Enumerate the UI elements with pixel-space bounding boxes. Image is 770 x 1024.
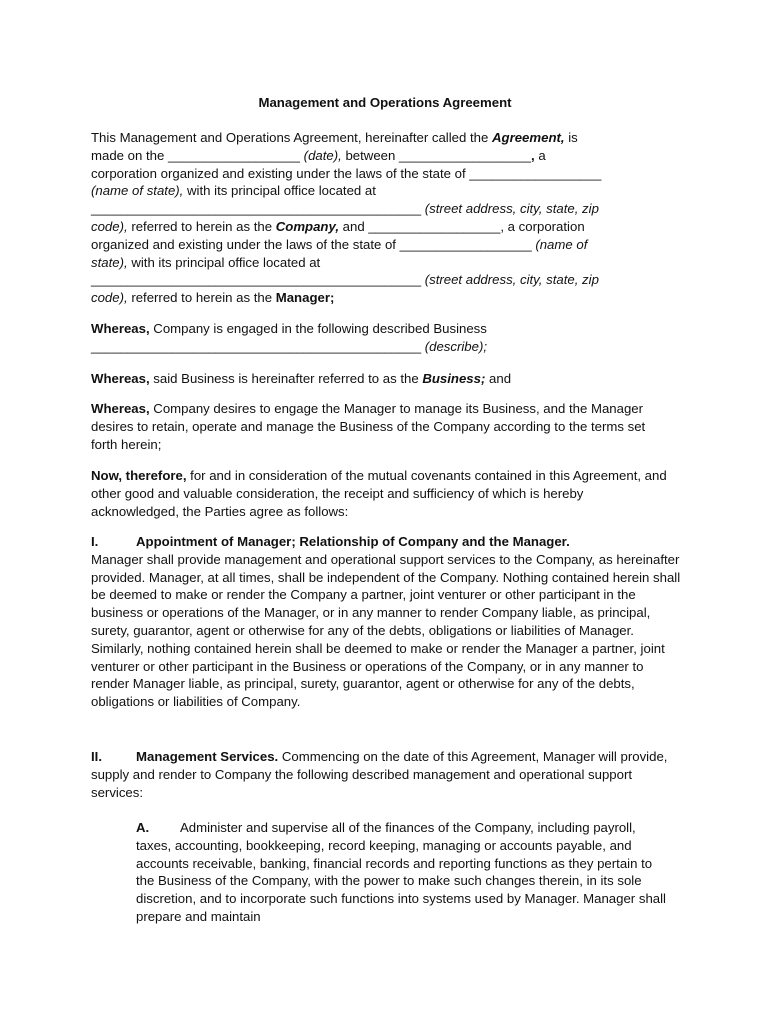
section-body: Manager shall provide management and operational support services to the Company, as hereinafter provided. Manager, at all times, shall be independent of the Company. Nothing contained herein shall be deemed to make or render the Company a partner, joint venturer or other participant in the business or operations of the Manager, or in any manner to render Company liable, as principal, surety, guarantor, agent or otherwise for any of the debts, obligations or liabilities of Manager. Similarly, nothing contained herein shall be deemed to make or render the Manager a partner, joint venturer or other participant in the Business or operations of the Company, or in any manner to render Manager liable, as principal, surety, guarantor, agent or otherwise for any of the debts, obligations or liabilities of Company.	[91, 551, 681, 710]
section-2	[91, 748, 671, 801]
section-heading	[91, 533, 683, 551]
intro-text: This Management and Operations Agreement, hereinafter called the	[91, 130, 492, 145]
section-number: II.	[91, 749, 102, 764]
address-hint: (street address, city, state, zip	[424, 272, 599, 288]
describe-hint: (describe);	[424, 338, 488, 354]
intro-line	[91, 254, 681, 272]
state-hint: (name of state),	[91, 183, 184, 199]
subsection-a	[136, 819, 666, 926]
intro-line	[91, 147, 681, 165]
whereas-text: said Business is hereinafter referred to as the	[149, 371, 423, 386]
whereas-text: Company desires to engage the Manager to manage its Business, and the Manager desires to retain, operate and manage the Business of the Company according to the terms set forth herein;	[91, 401, 646, 452]
intro-text: with its principal office located at	[127, 254, 321, 270]
intro-line	[91, 165, 681, 183]
comma: ,	[531, 147, 535, 163]
intro-line	[91, 182, 681, 200]
section-1	[91, 533, 683, 711]
whereas-paragraph-1	[91, 320, 681, 356]
section-body: Commencing on the date of this Agreement, Manager will provide, supply and render to Company the following described management and operational support services:	[91, 749, 668, 800]
intro-line	[91, 236, 681, 254]
whereas-label: Whereas,	[91, 321, 150, 336]
intro-line	[91, 289, 681, 307]
subsection-body: Administer and supervise all of the finances of the Company, including payroll, taxes, accounting, bookkeeping, record keeping, managing or accounts payable, and accounts receivable, banking, financial records and reporting functions as they pertain to the Business of the Company, with the power to make such changes therein, in its sole discretion, and to incorporate such functions into systems used by Manager. Manager shall prepare and maintain	[136, 820, 666, 924]
state-hint: state),	[91, 254, 128, 270]
whereas-label: Whereas,	[91, 401, 150, 416]
whereas-label: Whereas,	[91, 371, 150, 386]
whereas-text: and	[485, 371, 512, 386]
intro-text: and __________________, a corporation	[339, 218, 585, 234]
intro-line	[91, 271, 681, 289]
manager-term: Manager;	[275, 290, 335, 306]
company-term: Company,	[275, 218, 339, 234]
address-hint: code),	[91, 290, 128, 306]
intro-line	[91, 218, 681, 236]
business-term: Business;	[422, 371, 486, 386]
intro-text: a	[534, 147, 546, 163]
section-title: Management Services.	[136, 749, 279, 764]
state-hint: (name of	[535, 236, 588, 252]
intro-text: corporation organized and existing under the laws of the state of __________________	[91, 165, 602, 181]
address-hint: (street address, city, state, zip	[424, 201, 599, 217]
date-hint: (date),	[303, 147, 342, 163]
intro-text: between __________________	[341, 147, 532, 163]
intro-line	[91, 200, 681, 218]
subsection-number: A.	[136, 820, 150, 835]
section-title: Appointment of Manager; Relationship of Company and the Manager.	[136, 534, 570, 549]
whereas-line	[91, 320, 681, 338]
now-therefore-label: Now, therefore,	[91, 468, 187, 483]
blank-line: _____________________________________________	[91, 272, 425, 288]
blank-line: _____________________________________________	[91, 338, 425, 354]
now-therefore-paragraph	[91, 467, 671, 520]
intro-text: is	[564, 130, 578, 145]
whereas-line	[91, 338, 681, 356]
intro-text: referred to herein as the	[127, 218, 276, 234]
whereas-paragraph-3	[91, 400, 671, 453]
now-therefore-text: for and in consideration of the mutual covenants contained in this Agreement, and other good and valuable consideration, the receipt and sufficiency of which is hereby acknowledged, the Parties agree as follows:	[91, 468, 667, 519]
intro-text: organized and existing under the laws of the state of __________________	[91, 236, 536, 252]
document-title: Management and Operations Agreement	[258, 95, 512, 110]
intro-text: with its principal office located at	[183, 183, 376, 199]
agreement-term: Agreement,	[492, 130, 565, 145]
blank-line: _____________________________________________	[91, 201, 425, 217]
whereas-paragraph-2	[91, 370, 681, 388]
whereas-text: Company is engaged in the following described Business	[149, 321, 487, 336]
address-hint: code),	[91, 218, 128, 234]
intro-paragraph	[91, 129, 681, 307]
section-number: I.	[91, 534, 99, 549]
intro-text: referred to herein as the	[127, 290, 276, 306]
intro-line	[91, 129, 681, 147]
intro-text: made on the __________________	[91, 147, 304, 163]
